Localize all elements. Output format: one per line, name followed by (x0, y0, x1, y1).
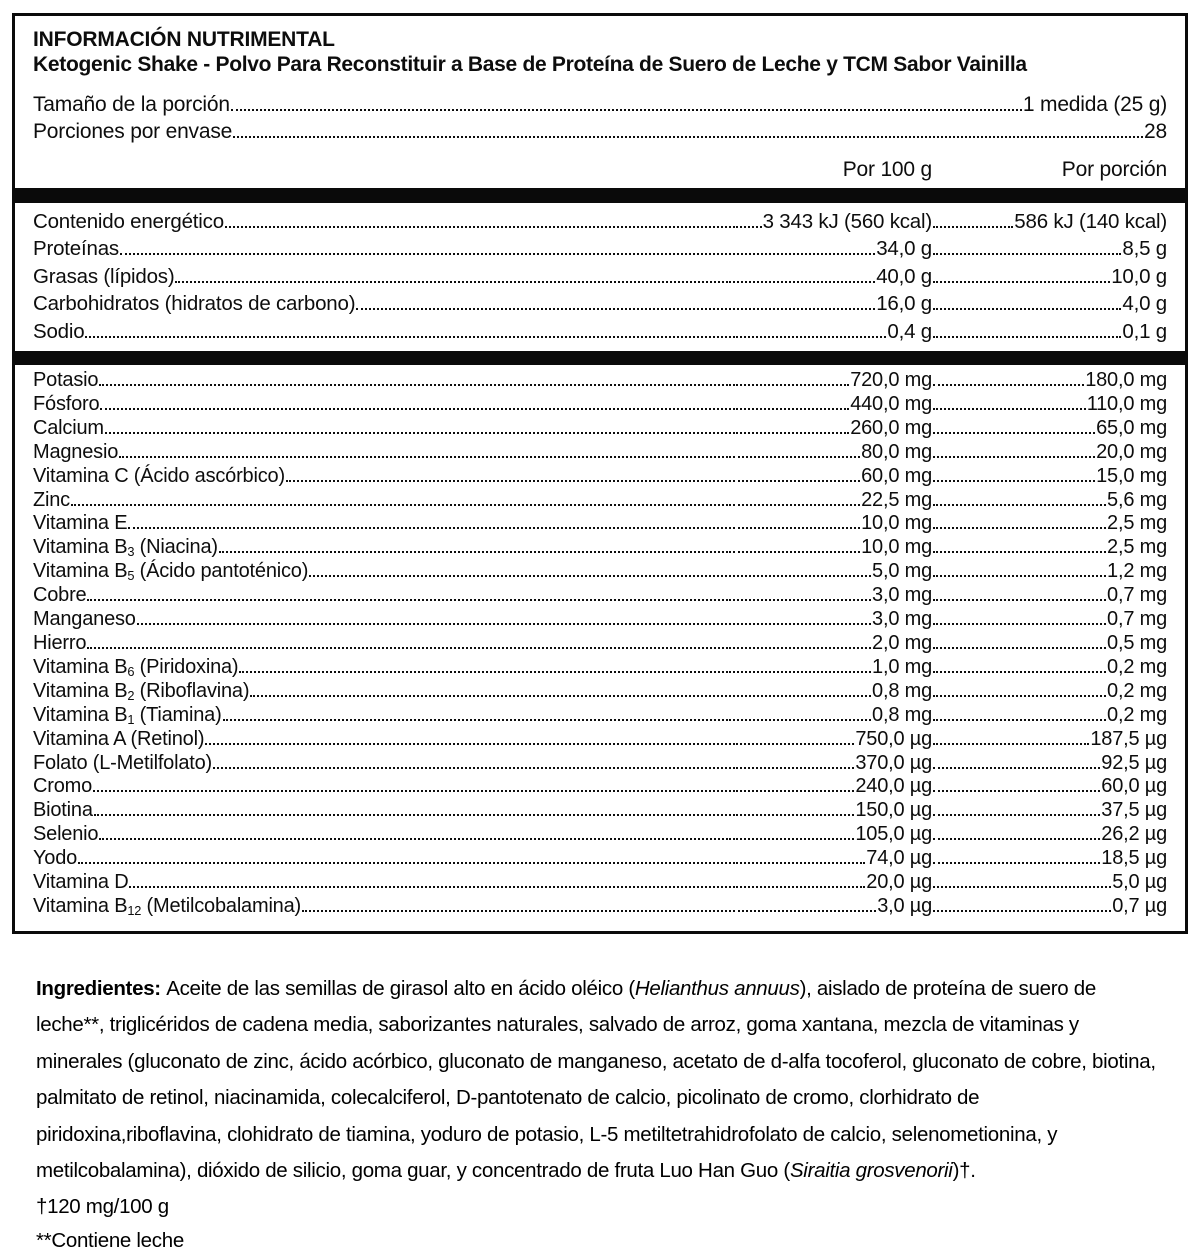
value-per-100g: 3,0 mg (872, 584, 932, 607)
serving-size-value: 1 medida (25 g) (1022, 93, 1167, 116)
value-per-100g: 440,0 mg (850, 392, 932, 415)
nutrient-row (33, 441, 1167, 465)
nutrient-label: Sodio (33, 319, 85, 343)
column-header-per-100g: Por 100 g (842, 158, 932, 181)
value-per-100g: 74,0 µg (866, 847, 932, 870)
value-per-100g: 0,4 g (887, 319, 932, 343)
value-per-100g-cell (732, 489, 932, 513)
dot-leader (213, 767, 731, 769)
serving-size-row (33, 91, 1167, 118)
value-per-serving-cell (932, 728, 1167, 752)
subscript-number: 6 (127, 663, 135, 679)
nutrient-label: Hierro (33, 632, 87, 654)
dot-leader (933, 253, 1121, 255)
nutrient-row (33, 536, 1167, 560)
section-divider-bar (15, 351, 1185, 365)
value-per-100g-cell (732, 536, 932, 560)
value-per-100g-cell (732, 752, 932, 776)
value-per-100g: 260,0 mg (850, 416, 932, 439)
value-per-100g: 240,0 µg (855, 775, 932, 798)
subscript-number: 1 (127, 711, 135, 727)
value-per-100g: 34,0 g (876, 237, 932, 261)
value-per-serving: 0,2 mg (1107, 703, 1167, 726)
value-per-serving: 65,0 mg (1096, 416, 1167, 439)
nutrient-label: Vitamina B5 (Ácido pantoténico) (33, 560, 309, 584)
nutrient-row (33, 369, 1167, 393)
subscript-number: 3 (127, 544, 135, 560)
dot-leader (239, 671, 731, 673)
dot-leader (933, 408, 1086, 410)
subscript-number: 2 (127, 687, 135, 703)
nutrient-label: Vitamina B12 (Metilcobalamina) (33, 894, 301, 918)
dot-leader (129, 886, 731, 888)
value-per-serving-cell (932, 704, 1167, 728)
nutrient-label: Carbohidratos (hidratos de carbono) (33, 292, 356, 316)
value-per-serving: 110,0 mg (1086, 392, 1167, 415)
value-per-serving: 4,0 g (1122, 292, 1167, 316)
nutrient-row (33, 847, 1167, 871)
macro-nutrient-section (33, 203, 1167, 349)
value-per-serving: 2,5 mg (1107, 512, 1167, 535)
dot-leader (933, 226, 1013, 228)
value-per-serving-cell (932, 584, 1167, 608)
nutrient-row (33, 871, 1167, 895)
nutrient-label: Zinc (33, 488, 70, 511)
dot-leader (933, 790, 1100, 792)
dot-leader (120, 253, 731, 255)
nutrient-label: Biotina (33, 799, 93, 822)
value-per-100g-cell (732, 584, 932, 608)
dot-leader (933, 743, 1089, 745)
nutrient-row (33, 584, 1167, 608)
dot-leader (733, 862, 865, 864)
value-per-serving-cell (932, 208, 1167, 235)
panel-title: INFORMACIÓN NUTRIMENTAL (33, 28, 335, 51)
value-per-serving: 92,5 µg (1101, 751, 1167, 774)
value-per-100g: 0,8 mg (872, 679, 932, 702)
dot-leader (933, 886, 1111, 888)
product-name: Ketogenic Shake - Polvo Para Reconstituir a Base de Proteína de Suero de Leche y TCM Sabor Vainilla (33, 53, 1027, 76)
value-per-serving-cell (932, 417, 1167, 441)
nutrient-label: Proteínas (33, 237, 119, 261)
nutrient-row (33, 656, 1167, 680)
dot-leader (302, 910, 731, 912)
nutrient-label: Vitamina B3 (Niacina) (33, 536, 218, 560)
dot-leader (233, 136, 1143, 138)
dot-leader (733, 253, 875, 255)
dot-leader (99, 384, 731, 386)
dot-leader (733, 456, 860, 458)
value-per-100g: 3,0 µg (877, 894, 932, 917)
dot-leader (733, 480, 860, 482)
value-per-100g: 20,0 µg (866, 871, 932, 894)
nutrient-row (33, 235, 1167, 262)
nutrient-row (33, 489, 1167, 513)
nutrient-row (33, 752, 1167, 776)
value-per-100g: 16,0 g (876, 292, 932, 316)
value-per-100g: 1,0 mg (872, 655, 932, 678)
dot-leader (733, 743, 854, 745)
dot-leader (356, 308, 731, 310)
section-divider-bar (15, 188, 1185, 203)
dot-leader (733, 671, 871, 673)
nutrient-label: Vitamina C (Ácido ascórbico) (33, 464, 285, 487)
value-per-100g: 10,0 mg (861, 512, 932, 535)
value-per-serving-cell (932, 465, 1167, 489)
dot-leader (99, 838, 731, 840)
dot-leader (225, 226, 731, 228)
value-per-100g-cell (732, 632, 932, 656)
dot-leader (933, 432, 1095, 434)
dot-leader (733, 695, 871, 697)
value-per-100g-cell (732, 895, 932, 919)
dot-leader (933, 695, 1106, 697)
dot-leader (71, 504, 731, 506)
footnote-allergen: **Contiene leche (36, 1228, 184, 1252)
value-per-100g-cell (732, 393, 932, 417)
dot-leader (933, 384, 1084, 386)
dot-leader (250, 695, 731, 697)
value-per-serving: 0,2 mg (1107, 655, 1167, 678)
value-per-100g-cell (732, 208, 932, 235)
dot-leader (733, 719, 871, 721)
nutrient-row (33, 512, 1167, 536)
serving-size-label: Tamaño de la porción (33, 93, 230, 116)
value-per-serving-cell (932, 393, 1167, 417)
value-per-serving: 26,2 µg (1101, 823, 1167, 846)
nutrient-label: Vitamina E (33, 512, 128, 535)
dot-leader (286, 480, 731, 482)
dot-leader (733, 408, 849, 410)
nutrient-label: Yodo (33, 847, 78, 870)
value-per-100g-cell (732, 728, 932, 752)
value-per-serving: 60,0 µg (1101, 775, 1167, 798)
dot-leader (85, 336, 731, 338)
nutrient-row (33, 417, 1167, 441)
dot-leader (733, 504, 860, 506)
value-per-100g: 5,0 mg (872, 560, 932, 583)
value-per-100g-cell (732, 290, 932, 317)
nutrient-row (33, 318, 1167, 345)
dot-leader (733, 647, 871, 649)
dot-leader (933, 599, 1106, 601)
nutrient-row (33, 704, 1167, 728)
dot-leader (933, 719, 1106, 721)
dot-leader (933, 910, 1111, 912)
nutrient-label: Folato (L-Metilfolato) (33, 751, 212, 774)
value-per-100g-cell (732, 656, 932, 680)
nutrient-label: Selenio (33, 823, 99, 846)
value-per-100g: 10,0 mg (861, 536, 932, 559)
nutrient-row (33, 560, 1167, 584)
value-per-serving-cell (932, 235, 1167, 262)
dot-leader (933, 767, 1100, 769)
value-per-serving-cell (932, 656, 1167, 680)
dot-leader (309, 575, 731, 577)
value-per-serving: 15,0 mg (1096, 464, 1167, 487)
value-per-serving: 180,0 mg (1085, 369, 1167, 392)
value-per-serving-cell (932, 318, 1167, 345)
subscript-number: 12 (127, 902, 142, 918)
dot-leader (733, 336, 886, 338)
nutrient-label: Vitamina B6 (Piridoxina) (33, 655, 239, 679)
value-per-100g-cell (732, 608, 932, 632)
value-per-100g-cell (732, 847, 932, 871)
dot-leader (733, 838, 854, 840)
micro-nutrient-section (33, 365, 1167, 921)
dot-leader (733, 527, 860, 529)
dot-leader (933, 504, 1106, 506)
value-per-serving-cell (932, 263, 1167, 290)
dot-leader (933, 336, 1121, 338)
value-per-100g: 0,8 mg (872, 703, 932, 726)
value-per-serving-cell (932, 632, 1167, 656)
nutrient-label: Manganeso (33, 608, 136, 631)
value-per-serving-cell (932, 369, 1167, 393)
dot-leader (933, 862, 1100, 864)
nutrient-row (33, 465, 1167, 489)
dot-leader (933, 671, 1106, 673)
nutrient-row (33, 775, 1167, 799)
dot-leader (119, 456, 731, 458)
value-per-serving-cell (932, 871, 1167, 895)
value-per-100g: 60,0 mg (861, 464, 932, 487)
dot-leader (733, 790, 854, 792)
dot-leader (933, 814, 1100, 816)
value-per-serving-cell (932, 560, 1167, 584)
nutrient-row (33, 728, 1167, 752)
value-per-100g-cell (732, 823, 932, 847)
dot-leader (733, 432, 849, 434)
value-per-100g-cell (732, 871, 932, 895)
nutrient-row (33, 680, 1167, 704)
nutrient-label: Calcium (33, 416, 104, 439)
dot-leader (87, 599, 731, 601)
value-per-serving: 0,7 mg (1107, 608, 1167, 631)
dot-leader (933, 308, 1121, 310)
dot-leader (933, 480, 1095, 482)
value-per-serving: 37,5 µg (1101, 799, 1167, 822)
nutrient-label: Potasio (33, 369, 99, 392)
serving-info-section (33, 91, 1167, 145)
footnote-dagger: †120 mg/100 g (36, 1194, 169, 1218)
nutrient-row (33, 823, 1167, 847)
nutrition-facts-panel (12, 13, 1188, 934)
nutrient-label: Cromo (33, 775, 93, 798)
dot-leader (733, 281, 875, 283)
value-per-serving-cell (932, 775, 1167, 799)
value-per-100g-cell (732, 799, 932, 823)
nutrient-label: Vitamina A (Retinol) (33, 727, 205, 750)
servings-per-container-value: 28 (1144, 120, 1167, 143)
nutrient-row (33, 290, 1167, 317)
value-per-100g-cell (732, 560, 932, 584)
dot-leader (219, 551, 731, 553)
value-per-serving-cell (932, 512, 1167, 536)
value-per-serving: 5,0 µg (1112, 871, 1167, 894)
dot-leader (733, 767, 854, 769)
value-per-serving: 0,2 mg (1107, 679, 1167, 702)
dot-leader (87, 647, 731, 649)
value-per-serving-cell (932, 608, 1167, 632)
value-per-serving: 0,5 mg (1107, 632, 1167, 654)
ingredients-paragraph: Ingredientes: Aceite de las semillas de girasol alto en ácido oléico (Helianthus annuus), aislado de proteína de suero de leche**, triglicéridos de cadena media, saborizantes naturales, salvado de arroz, goma xantana, mezcla de vitaminas y minerales (gluconato de zinc, ácido acórbico, gluconato de manganeso, acetato de d-alfa tocoferol, gluconato de cobre, biotina, palmitato de retinol, niacinamida, colecalciferol, D-pantotenato de calcio, picolinato de cromo, clorhidrato de piridoxina,riboflavina, clohidrato de tiamina, yoduro de potasio, L-5 metiltetrahidrofolato de calcio, selenometionina, y metilcobalamina), dióxido de silicio, goma guar, y concentrado de fruta Luo Han Guo (Siraitia grosvenorii)†. (36, 976, 1156, 1183)
value-per-100g-cell (732, 704, 932, 728)
nutrient-row (33, 632, 1167, 656)
dot-leader (100, 408, 731, 410)
dot-leader (733, 308, 875, 310)
value-per-100g-cell (732, 441, 932, 465)
nutrient-label: Vitamina D (33, 871, 129, 894)
value-per-serving-cell (932, 680, 1167, 704)
dot-leader (733, 814, 854, 816)
value-per-serving-cell (932, 536, 1167, 560)
value-per-serving-cell (932, 752, 1167, 776)
dot-leader (933, 647, 1106, 649)
dot-leader (94, 814, 731, 816)
value-per-serving-cell (932, 489, 1167, 513)
dot-leader (137, 623, 731, 625)
dot-leader (733, 623, 871, 625)
value-per-serving: 586 kJ (140 kcal) (1014, 210, 1167, 233)
dot-leader (733, 599, 871, 601)
value-per-serving: 20,0 mg (1096, 440, 1167, 463)
nutrient-row (33, 895, 1167, 919)
dot-leader (231, 109, 1022, 111)
value-per-100g: 2,0 mg (872, 632, 932, 654)
value-per-100g: 40,0 g (876, 264, 932, 288)
dot-leader (93, 790, 731, 792)
nutrient-row (33, 263, 1167, 290)
value-per-100g-cell (732, 775, 932, 799)
nutrient-row (33, 608, 1167, 632)
dot-leader (933, 623, 1106, 625)
nutrient-row (33, 799, 1167, 823)
value-per-serving: 5,6 mg (1107, 488, 1167, 511)
dot-leader (78, 862, 731, 864)
dot-leader (933, 281, 1110, 283)
dot-leader (205, 743, 731, 745)
value-per-serving-cell (932, 847, 1167, 871)
dot-leader (128, 527, 731, 529)
dot-leader (733, 910, 876, 912)
value-per-100g-cell (732, 235, 932, 262)
value-per-serving: 2,5 mg (1107, 536, 1167, 559)
nutrient-label: Cobre (33, 584, 87, 607)
value-per-serving: 0,1 g (1122, 319, 1167, 343)
nutrient-label: Vitamina B2 (Riboflavina) (33, 679, 250, 703)
nutrient-label: Grasas (lípidos) (33, 264, 175, 288)
nutrient-label: Contenido energético (33, 210, 224, 233)
dot-leader (733, 384, 849, 386)
value-per-100g: 3 343 kJ (560 kcal) (762, 210, 932, 233)
dot-leader (733, 226, 762, 228)
dot-leader (933, 575, 1106, 577)
subscript-number: 5 (127, 568, 135, 584)
value-per-100g-cell (732, 369, 932, 393)
dot-leader (933, 838, 1100, 840)
nutrient-row (33, 208, 1167, 235)
value-per-100g: 3,0 mg (872, 608, 932, 631)
column-headers (33, 158, 1167, 182)
value-per-100g: 80,0 mg (861, 440, 932, 463)
value-per-100g: 150,0 µg (855, 799, 932, 822)
value-per-100g: 370,0 µg (855, 751, 932, 774)
nutrient-label: Fósforo (33, 392, 100, 415)
nutrient-label: Vitamina B1 (Tiamina) (33, 703, 222, 727)
servings-per-container-label: Porciones por envase (33, 120, 233, 143)
value-per-100g-cell (732, 465, 932, 489)
nutrient-label: Magnesio (33, 440, 119, 463)
servings-per-container-row (33, 118, 1167, 145)
dot-leader (105, 432, 731, 434)
value-per-serving-cell (932, 290, 1167, 317)
value-per-serving-cell (932, 895, 1167, 919)
value-per-100g: 22,5 mg (861, 488, 932, 511)
dot-leader (733, 886, 865, 888)
nutrient-row (33, 393, 1167, 417)
value-per-100g: 720,0 mg (850, 369, 932, 392)
dot-leader (175, 281, 731, 283)
value-per-100g: 105,0 µg (855, 823, 932, 846)
value-per-serving-cell (932, 441, 1167, 465)
value-per-100g-cell (732, 318, 932, 345)
value-per-serving: 1,2 mg (1107, 560, 1167, 583)
column-header-per-serving: Por porción (1061, 158, 1167, 181)
dot-leader (733, 575, 871, 577)
value-per-serving: 10,0 g (1111, 264, 1167, 288)
value-per-100g: 750,0 µg (855, 727, 932, 750)
value-per-100g-cell (732, 263, 932, 290)
value-per-serving-cell (932, 823, 1167, 847)
value-per-serving-cell (932, 799, 1167, 823)
value-per-100g-cell (732, 680, 932, 704)
value-per-serving: 18,5 µg (1101, 847, 1167, 870)
value-per-serving: 0,7 µg (1112, 894, 1167, 917)
dot-leader (733, 551, 860, 553)
value-per-100g-cell (732, 512, 932, 536)
value-per-serving: 8,5 g (1122, 237, 1167, 261)
dot-leader (933, 551, 1106, 553)
value-per-serving: 187,5 µg (1090, 727, 1167, 750)
dot-leader (933, 456, 1095, 458)
value-per-serving: 0,7 mg (1107, 584, 1167, 607)
dot-leader (933, 527, 1106, 529)
dot-leader (223, 719, 731, 721)
value-per-100g-cell (732, 417, 932, 441)
